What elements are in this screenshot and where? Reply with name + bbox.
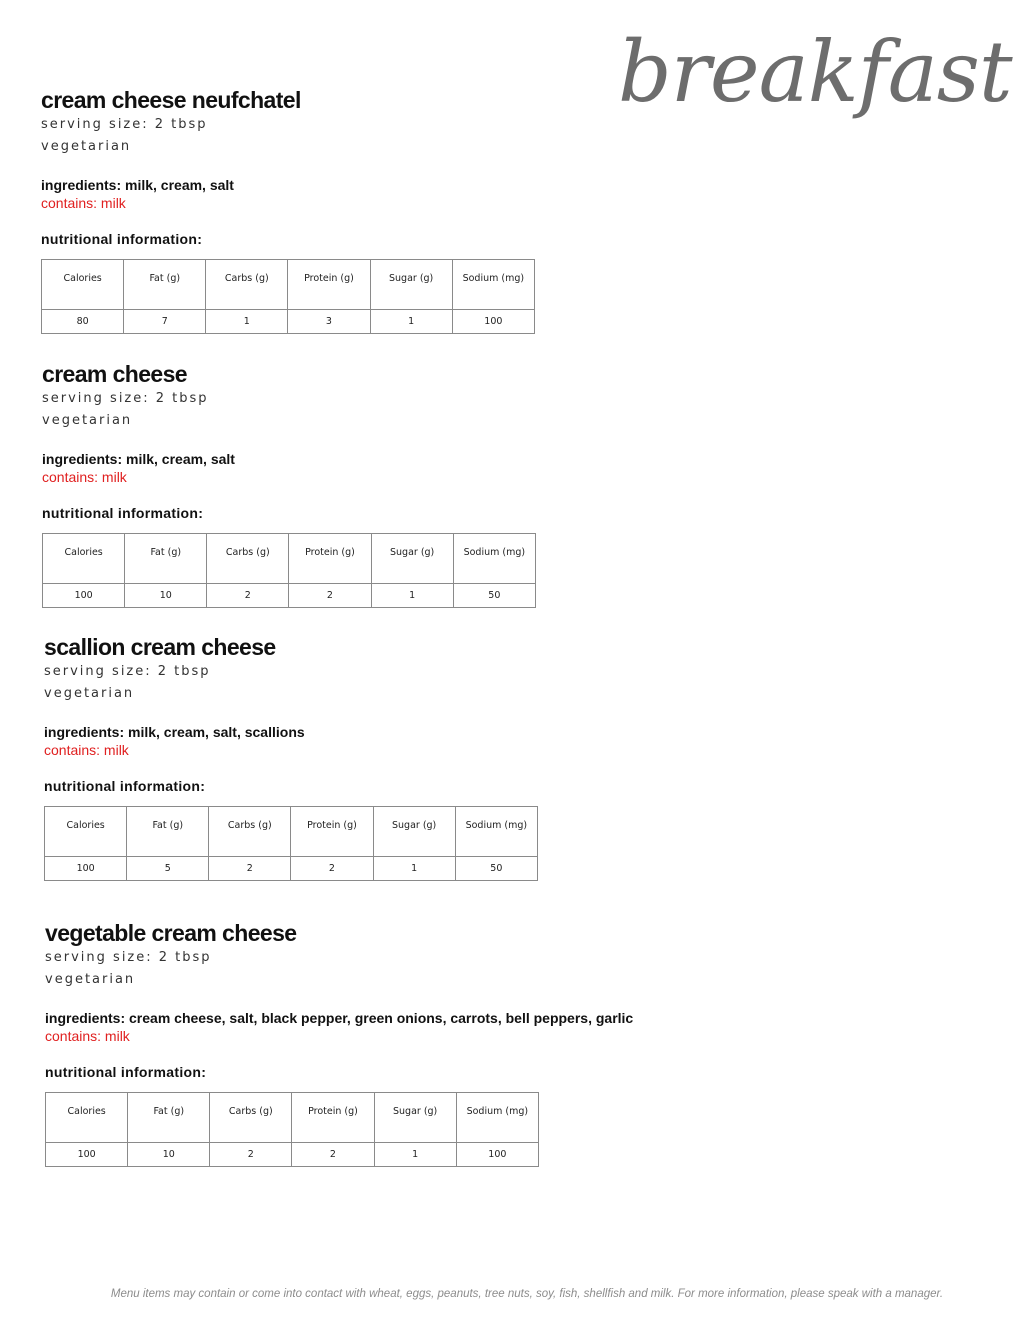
value-sugar: 1 <box>371 584 453 608</box>
value-sugar: 1 <box>370 310 452 334</box>
allergen-contains: contains: milk <box>41 195 126 211</box>
value-fat: 10 <box>128 1143 210 1167</box>
header-calories: Calories <box>45 807 127 857</box>
header-calories: Calories <box>46 1093 128 1143</box>
nutrition-table <box>42 533 536 608</box>
nutrition-value-row <box>46 1143 539 1167</box>
menu-item-scallion-cream-cheese <box>44 633 684 881</box>
diet-tag: vegetarian <box>44 686 135 701</box>
value-carbs: 2 <box>209 857 291 881</box>
item-title: cream cheese neufchatel <box>41 87 301 113</box>
serving-size: serving size: 2 tbsp <box>42 391 209 406</box>
header-calories: Calories <box>43 534 125 584</box>
value-protein: 2 <box>289 584 371 608</box>
allergen-disclaimer: Menu items may contain or come into contact with wheat, eggs, peanuts, tree nuts, soy, fish, shellfish and milk. For more information, please speak with a manager. <box>110 1288 944 1300</box>
header-sodium: Sodium (mg) <box>455 807 537 857</box>
diet-tag: vegetarian <box>42 413 133 428</box>
nutrition-header-row <box>45 807 538 857</box>
header-calories: Calories <box>42 260 124 310</box>
nutrition-value-row <box>45 857 538 881</box>
value-calories: 100 <box>46 1143 128 1167</box>
page-banner-title: breakfast <box>618 23 1012 121</box>
nutrition-heading: nutritional information: <box>44 778 206 794</box>
diet-tag: vegetarian <box>45 972 136 987</box>
header-sodium: Sodium (mg) <box>456 1093 538 1143</box>
value-fat: 10 <box>125 584 207 608</box>
value-fat: 7 <box>124 310 206 334</box>
value-sodium: 50 <box>455 857 537 881</box>
serving-size: serving size: 2 tbsp <box>45 950 212 965</box>
ingredients: ingredients: milk, cream, salt <box>41 177 234 193</box>
header-carbs: Carbs (g) <box>207 534 289 584</box>
nutrition-value-row <box>42 310 535 334</box>
header-sugar: Sugar (g) <box>371 534 453 584</box>
header-fat: Fat (g) <box>125 534 207 584</box>
header-carbs: Carbs (g) <box>206 260 288 310</box>
value-carbs: 2 <box>207 584 289 608</box>
value-sodium: 100 <box>452 310 534 334</box>
value-protein: 3 <box>288 310 370 334</box>
value-carbs: 1 <box>206 310 288 334</box>
header-carbs: Carbs (g) <box>209 807 291 857</box>
value-sodium: 50 <box>453 584 535 608</box>
diet-tag: vegetarian <box>41 139 132 154</box>
serving-size: serving size: 2 tbsp <box>41 117 208 132</box>
value-sugar: 1 <box>373 857 455 881</box>
nutrition-header-row <box>43 534 536 584</box>
nutrition-value-row <box>43 584 536 608</box>
value-calories: 100 <box>43 584 125 608</box>
header-sugar: Sugar (g) <box>370 260 452 310</box>
nutrition-table <box>41 259 535 334</box>
value-calories: 100 <box>45 857 127 881</box>
header-protein: Protein (g) <box>291 807 373 857</box>
item-title: scallion cream cheese <box>44 634 276 660</box>
value-protein: 2 <box>292 1143 374 1167</box>
menu-item-cream-cheese <box>42 360 682 608</box>
serving-size: serving size: 2 tbsp <box>44 664 211 679</box>
ingredients: ingredients: cream cheese, salt, black pepper, green onions, carrots, bell peppers, garlic <box>45 1010 634 1026</box>
allergen-contains: contains: milk <box>44 742 129 758</box>
item-title: vegetable cream cheese <box>45 920 297 946</box>
header-sodium: Sodium (mg) <box>452 260 534 310</box>
nutrition-heading: nutritional information: <box>41 231 203 247</box>
header-fat: Fat (g) <box>128 1093 210 1143</box>
header-carbs: Carbs (g) <box>210 1093 292 1143</box>
item-title: cream cheese <box>42 361 187 387</box>
header-protein: Protein (g) <box>288 260 370 310</box>
menu-item-vegetable-cream-cheese <box>45 919 685 1167</box>
value-fat: 5 <box>127 857 209 881</box>
ingredients: ingredients: milk, cream, salt, scallions <box>44 724 305 740</box>
header-protein: Protein (g) <box>289 534 371 584</box>
value-sugar: 1 <box>374 1143 456 1167</box>
nutrition-heading: nutritional information: <box>42 505 204 521</box>
ingredients: ingredients: milk, cream, salt <box>42 451 235 467</box>
header-fat: Fat (g) <box>124 260 206 310</box>
header-sugar: Sugar (g) <box>373 807 455 857</box>
nutrition-table <box>45 1092 539 1167</box>
header-fat: Fat (g) <box>127 807 209 857</box>
nutrition-header-row <box>42 260 535 310</box>
header-sugar: Sugar (g) <box>374 1093 456 1143</box>
menu-item-cream-cheese-neufchatel <box>41 86 681 334</box>
nutrition-heading: nutritional information: <box>45 1064 207 1080</box>
header-sodium: Sodium (mg) <box>453 534 535 584</box>
value-carbs: 2 <box>210 1143 292 1167</box>
nutrition-table <box>44 806 538 881</box>
allergen-contains: contains: milk <box>42 469 127 485</box>
header-protein: Protein (g) <box>292 1093 374 1143</box>
value-protein: 2 <box>291 857 373 881</box>
allergen-contains: contains: milk <box>45 1028 130 1044</box>
value-sodium: 100 <box>456 1143 538 1167</box>
value-calories: 80 <box>42 310 124 334</box>
nutrition-header-row <box>46 1093 539 1143</box>
